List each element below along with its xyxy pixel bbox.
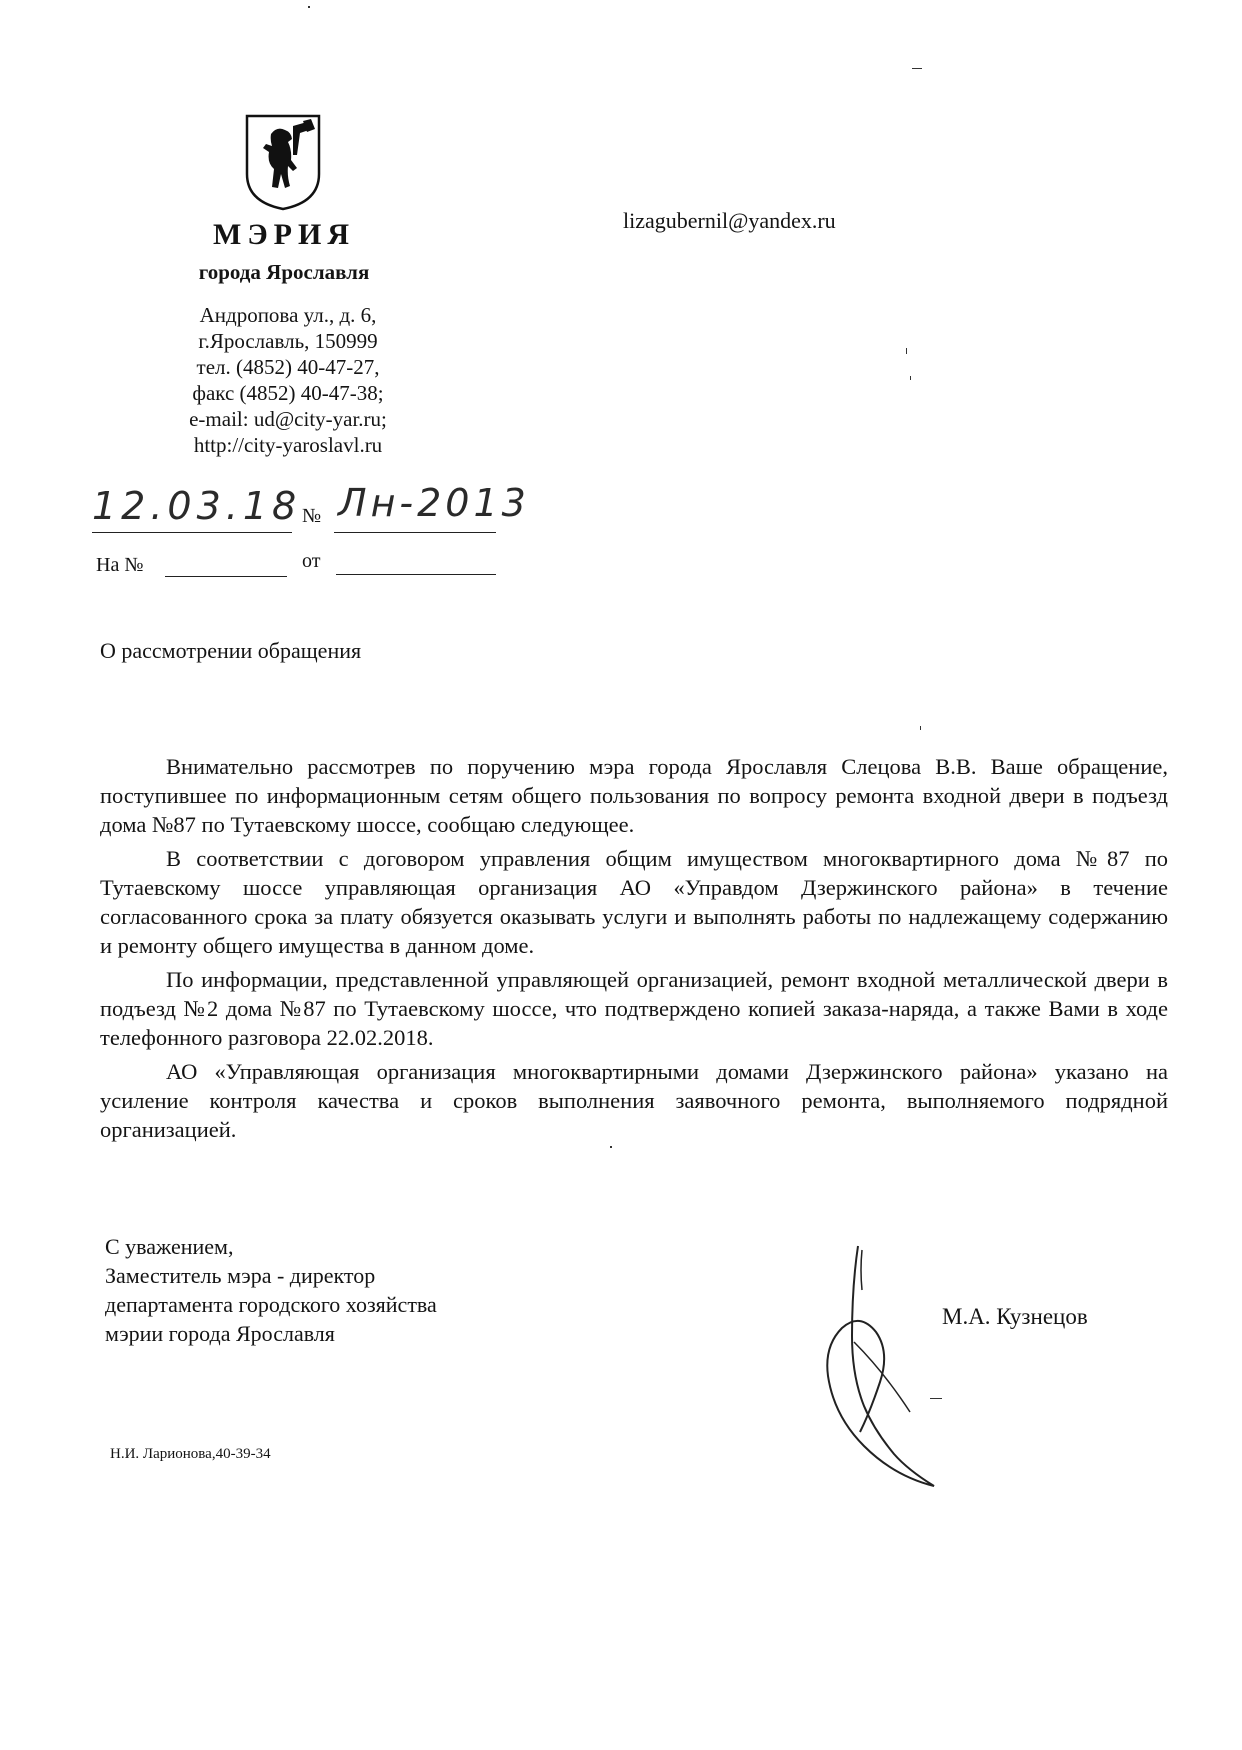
address-line-2: г.Ярославль, 150999 xyxy=(198,329,378,353)
letter-body xyxy=(100,752,1168,1149)
website: http://city-yaroslavl.ru xyxy=(193,433,383,457)
registration-date: 12.03.18 xyxy=(92,484,302,528)
scan-speck xyxy=(930,1398,942,1399)
signer-name: М.А. Кузнецов xyxy=(942,1304,1088,1329)
scan-speck xyxy=(910,376,911,380)
date-underline xyxy=(92,532,292,533)
phone: тел. (4852) 40-47-27, xyxy=(196,355,380,379)
reference-number-label: На № xyxy=(96,554,144,576)
body-paragraph: Внимательно рассмотрев по поручению мэра города Ярославля Слецова В.В. Ваше обращение, поступившее по информационным сетям общего пользования по вопросу ремонта входной двери в подъезд дома №87 по Тутаевскому шоссе, сообщаю следующее. xyxy=(100,754,1168,837)
body-paragraph: По информации, представленной управляющей организацией, ремонт входной металлической двери в подъезд №2 дома №87 по Тутаевскому шоссе, что подтверждено копией заказа-наряда, а также Вами в ходе телефонного разговора 22.02.2018. xyxy=(100,967,1168,1050)
registration-number-label: № xyxy=(302,505,322,527)
closing-salutation: С уважением, xyxy=(105,1234,234,1259)
reference-number-line xyxy=(165,576,287,577)
signer-organization: мэрии города Ярославля xyxy=(105,1321,335,1346)
body-paragraph: АО «Управляющая организация многоквартирными домами Дзержинского района» указано на усиление контроля качества и сроков выполнения заявочного ремонта, выполняемого подрядной организацией. xyxy=(100,1059,1168,1142)
letter-subject: О рассмотрении обращения xyxy=(100,638,362,663)
signer-department: департамента городского хозяйства xyxy=(105,1292,437,1317)
executor-contact: Н.И. Ларионова,40-39-34 xyxy=(110,1446,271,1462)
scan-speck xyxy=(912,68,922,69)
org-city: города Ярославля xyxy=(198,260,370,284)
scan-speck xyxy=(610,1146,612,1148)
handwritten-signature xyxy=(800,1240,970,1490)
fax: факс (4852) 40-47-38; xyxy=(192,381,384,405)
number-underline xyxy=(334,532,496,533)
closing-block xyxy=(105,1232,437,1348)
signer-position: Заместитель мэра - директор xyxy=(105,1263,376,1288)
address-line-1: Андропова ул., д. 6, xyxy=(199,303,377,327)
recipient-email: lizagubernil@yandex.ru xyxy=(623,208,836,233)
bear-coat-of-arms-icon xyxy=(243,112,323,212)
org-name: МЭРИЯ xyxy=(213,218,355,251)
scan-speck xyxy=(920,726,921,730)
scan-speck xyxy=(906,348,907,354)
email: e-mail: ud@city-yar.ru; xyxy=(189,407,387,431)
body-paragraph: В соответствии с договором управления общим имуществом многоквартирного дома №87 по Тутаевскому шоссе управляющая организация АО «Управдом Дзержинского района» в течение согласованного срока за плату обязуется оказывать услуги и выполнять работы по надлежащему содержанию и ремонту общего имущества в данном доме. xyxy=(100,846,1168,958)
registration-number: Лн-2013 xyxy=(338,481,530,525)
reference-date-line xyxy=(336,574,496,575)
org-contacts xyxy=(168,302,408,458)
reference-date-label: от xyxy=(302,550,321,572)
scan-speck xyxy=(308,6,310,8)
